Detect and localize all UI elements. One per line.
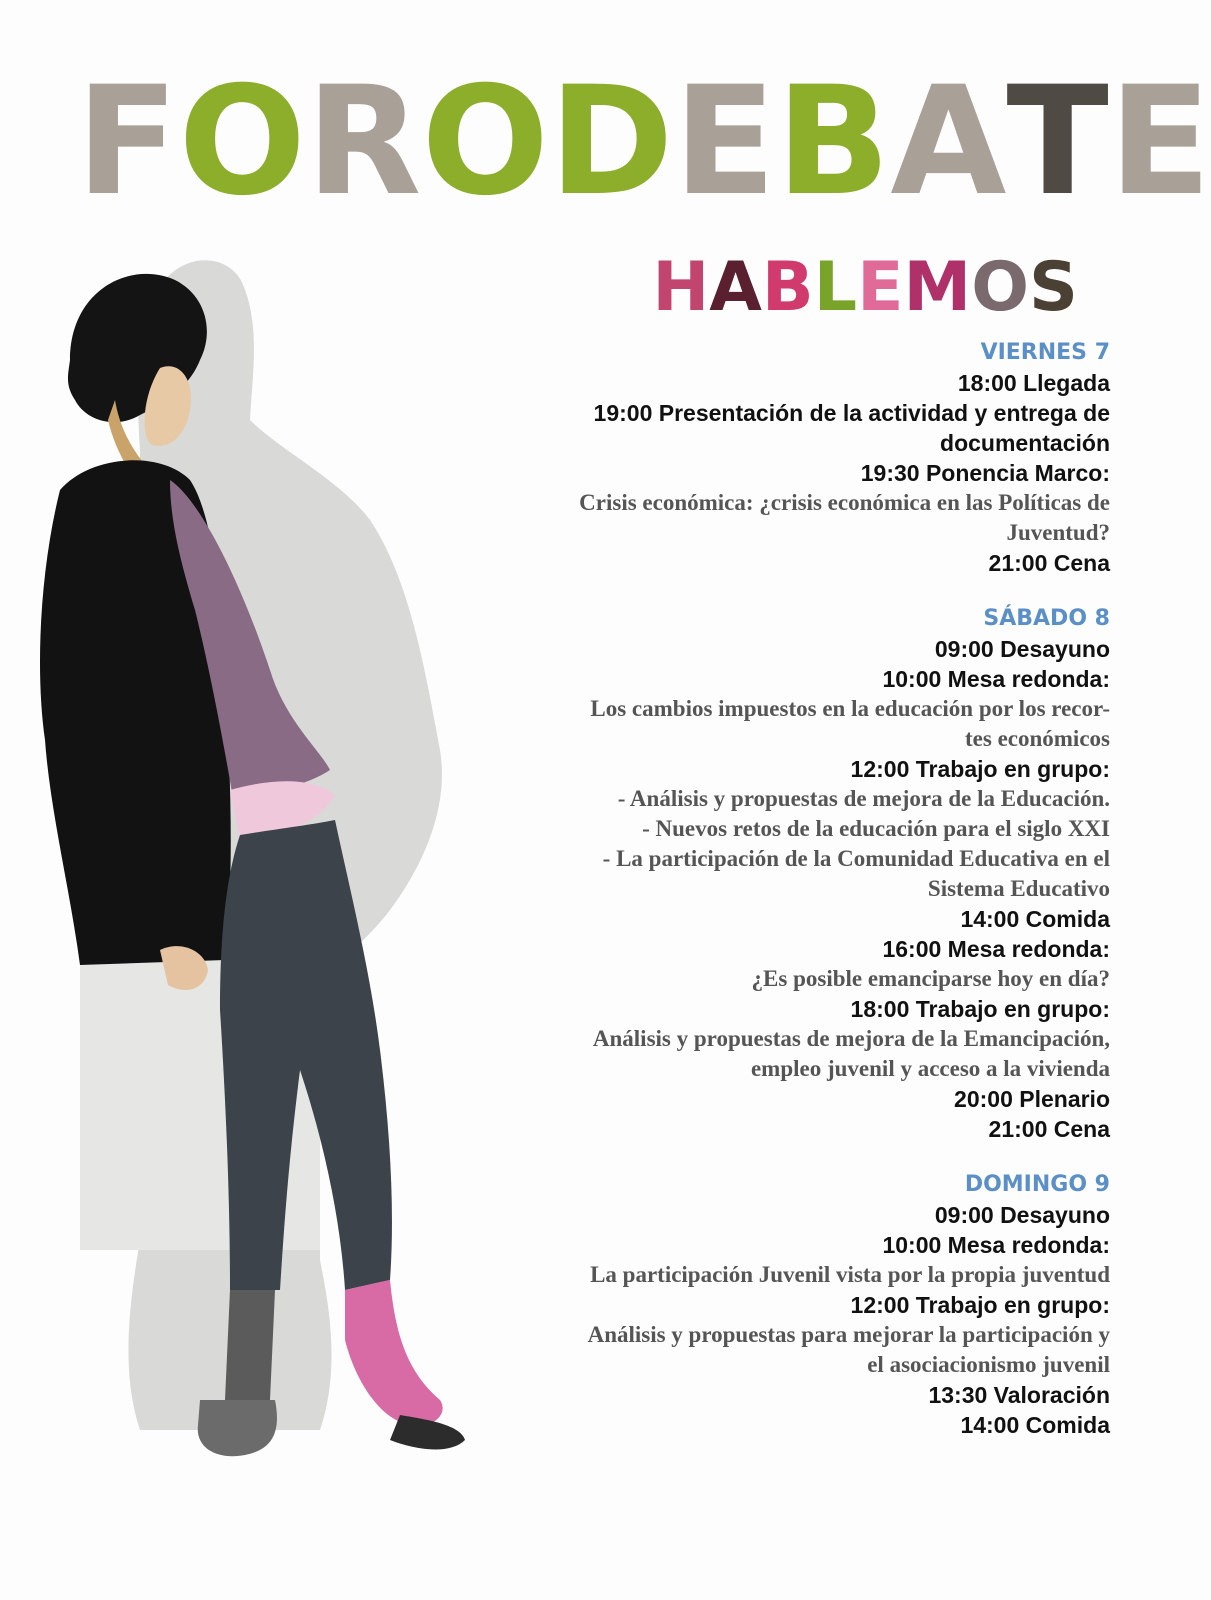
subtitle-letter: L	[813, 248, 858, 327]
schedule-event: 18:00 Trabajo en grupo:	[850, 996, 1110, 1022]
schedule-event: 16:00 Mesa redonda:	[882, 936, 1110, 962]
right-shoe	[390, 1415, 465, 1449]
title-letter: B	[776, 55, 891, 229]
schedule-event: 12:00 Trabajo en grupo:	[850, 756, 1110, 782]
schedule-event: 21:00 Cena	[988, 550, 1110, 576]
subtitle-letter: H	[652, 248, 710, 327]
schedule-description: tes económicos	[965, 726, 1110, 751]
day-heading-domingo: DOMINGO 9	[964, 1172, 1110, 1197]
subtitle-letter: E	[857, 248, 904, 327]
title-letter: F	[76, 55, 179, 229]
subtitle-letter: S	[1029, 248, 1078, 327]
day-heading-viernes: VIERNES 7	[980, 340, 1110, 365]
poster-subtitle	[648, 248, 1078, 328]
schedule-description: empleo juvenil y acceso a la vivienda	[750, 1056, 1110, 1081]
schedule-event: 21:00 Cena	[988, 1116, 1110, 1142]
title-letter: T	[1006, 55, 1109, 229]
title-letter: R	[305, 55, 422, 229]
title-letter: E	[673, 55, 776, 229]
schedule	[470, 338, 1110, 1440]
subtitle-letter: O	[971, 248, 1030, 327]
day-events-viernes	[470, 368, 1110, 578]
schedule-description: Sistema Educativo	[927, 876, 1110, 901]
schedule-event: 12:00 Trabajo en grupo:	[850, 1292, 1110, 1318]
schedule-description: Análisis y propuestas para mejorar la participación y	[587, 1322, 1110, 1347]
schedule-description: - La participación de la Comunidad Educativa en el	[602, 846, 1110, 871]
title-letter: A	[890, 55, 1007, 229]
schedule-description: ¿Es posible emanciparse hoy en día?	[751, 966, 1110, 991]
schedule-event: 19:00 Presentación de la actividad y entrega de	[593, 400, 1110, 426]
subtitle-letter: M	[903, 248, 972, 327]
schedule-event: 14:00 Comida	[960, 906, 1110, 932]
schedule-event: documentación	[940, 430, 1110, 456]
schedule-event: 14:00 Comida	[960, 1412, 1110, 1438]
schedule-event: 10:00 Mesa redonda:	[882, 1232, 1110, 1258]
day-events-domingo	[470, 1200, 1110, 1440]
title-letter: D	[549, 55, 674, 229]
title-letter: O	[178, 55, 306, 229]
title-letter: E	[1108, 55, 1211, 229]
left-shoe	[198, 1400, 277, 1456]
poster-title	[76, 55, 1211, 229]
left-leg	[225, 1290, 275, 1400]
schedule-description: La participación Juvenil vista por la propia juventud	[590, 1262, 1110, 1287]
schedule-description: - Análisis y propuestas de mejora de la Educación.	[617, 786, 1110, 811]
subtitle-letter: A	[709, 248, 762, 327]
schedule-description: Análisis y propuestas de mejora de la Emancipación,	[592, 1026, 1110, 1051]
schedule-event: 13:30 Valoración	[928, 1382, 1110, 1408]
title-letter: O	[421, 55, 550, 229]
schedule-description: Juventud?	[1006, 520, 1110, 545]
subtitle-letter: B	[761, 248, 814, 327]
schedule-description: - Nuevos retos de la educación para el siglo XXI	[642, 816, 1110, 841]
schedule-description: Crisis económica: ¿crisis económica en las Políticas de	[579, 490, 1110, 515]
schedule-event: 10:00 Mesa redonda:	[882, 666, 1110, 692]
schedule-event: 09:00 Desayuno	[934, 636, 1110, 662]
schedule-description: Los cambios impuestos en la educación por los recor-	[590, 696, 1110, 721]
schedule-event: 18:00 Llegada	[957, 370, 1110, 396]
schedule-event: 09:00 Desayuno	[934, 1202, 1110, 1228]
girl-silhouette-illustration	[20, 250, 490, 1570]
schedule-event: 20:00 Plenario	[954, 1086, 1110, 1112]
schedule-event: 19:30 Ponencia Marco:	[860, 460, 1110, 486]
day-events-sabado	[470, 634, 1110, 1144]
pink-sock	[345, 1280, 443, 1426]
day-heading-sabado: SÁBADO 8	[983, 606, 1110, 631]
schedule-description: el asociacionismo juvenil	[867, 1352, 1110, 1377]
